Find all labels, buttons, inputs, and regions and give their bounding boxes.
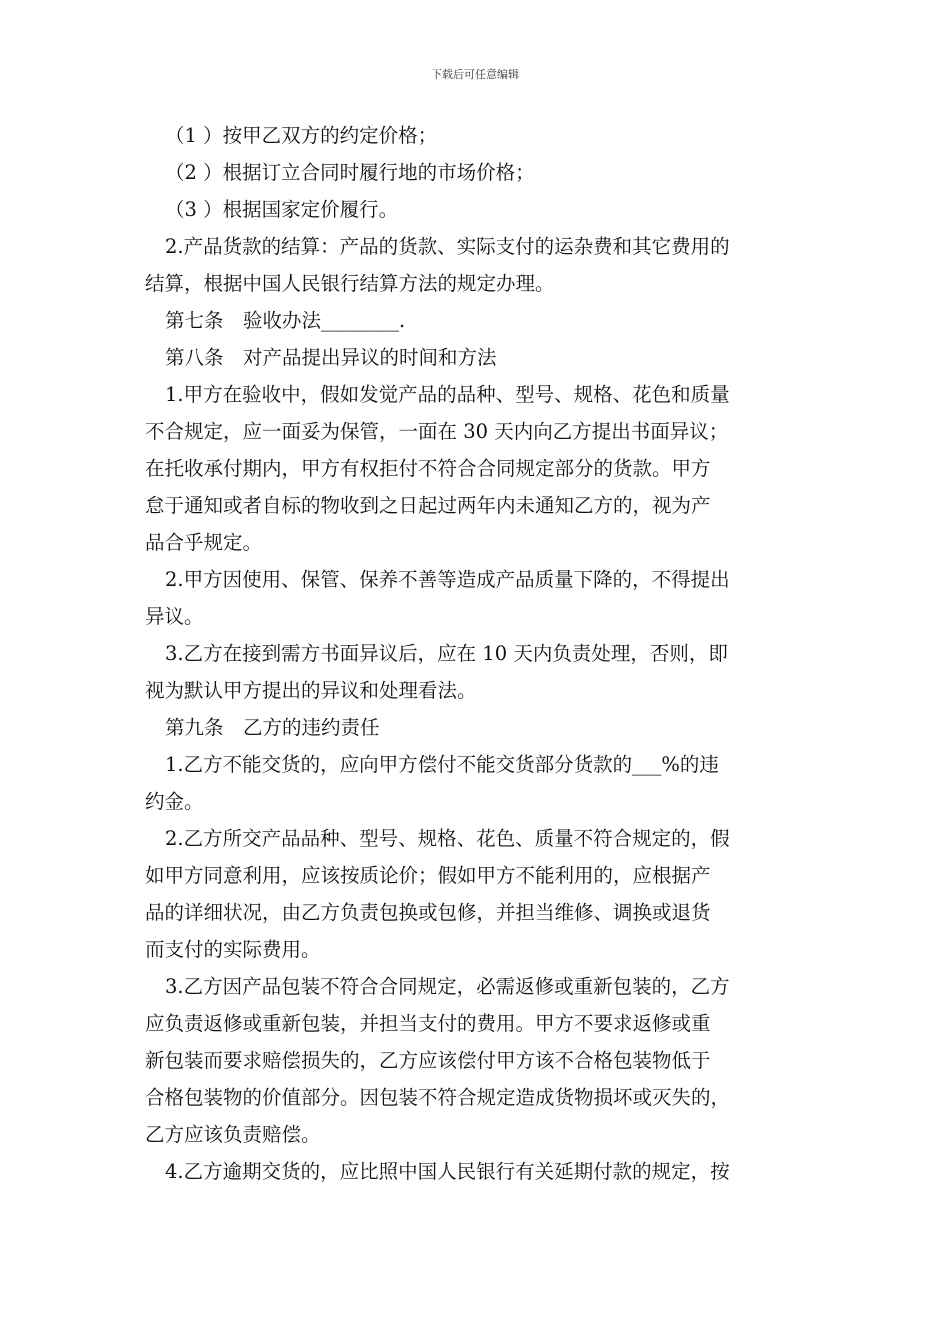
paragraph-line: （3 ）根据国家定价履行。 [165,198,399,221]
paragraph-line: 1.乙方不能交货的，应向甲方偿付不能交货部分货款的___%的违 [165,753,719,776]
paragraph-line: 不合规定，应一面妥为保管，一面在 30 天内向乙方提出书面异议； [145,420,729,443]
paragraph-line: 3.乙方在接到需方书面异议后，应在 10 天内负责处理，否则，即 [165,642,728,665]
section-heading: 第七条 验收办法________. [165,309,406,332]
paragraph-line: （1 ）按甲乙双方的约定价格； [165,124,438,147]
paragraph-line: 视为默认甲方提出的异议和处理看法。 [145,679,477,702]
page-header: 下载后可任意编辑 [431,68,519,81]
paragraph-line: 2.乙方所交产品品种、型号、规格、花色、质量不符合规定的，假 [165,827,730,850]
paragraph-line: 如甲方同意利用，应该按质论价；假如甲方不能利用的，应根据产 [145,864,711,887]
paragraph-line: 4.乙方逾期交货的，应比照中国人民银行有关延期付款的规定，按 [165,1160,730,1183]
paragraph-line: 异议。 [145,605,204,628]
paragraph-line: 怠于通知或者自标的物收到之日起过两年内未通知乙方的，视为产 [145,494,711,517]
paragraph-line: 在托收承付期内，甲方有权拒付不符合合同规定部分的货款。甲方 [145,457,711,480]
paragraph-line: 而支付的实际费用。 [145,938,321,961]
paragraph-line: 品合乎规定。 [145,531,263,554]
paragraph-line: 2.产品货款的结算：产品的货款、实际支付的运杂费和其它费用的 [165,235,730,258]
paragraph-line: 3.乙方因产品包装不符合合同规定，必需返修或重新包装的，乙方 [165,975,730,998]
paragraph-line: 品的详细状况，由乙方负责包换或包修，并担当维修、调换或退货 [145,901,711,924]
paragraph-line: 合格包装物的价值部分。因包装不符合规定造成货物损坏或灭失的， [145,1086,731,1109]
paragraph-line: 1.甲方在验收中，假如发觉产品的品种、型号、规格、花色和质量 [165,383,730,406]
paragraph-line: 乙方应该负责赔偿。 [145,1123,321,1146]
contract-body [145,117,807,1190]
paragraph-line: （2 ）根据订立合同时履行地的市场价格； [165,161,535,184]
paragraph-line: 新包装而要求赔偿损失的，乙方应该偿付甲方该不合格包装物低于 [145,1049,711,1072]
section-heading: 第九条 乙方的违约责任 [165,716,380,739]
paragraph-line: 应负责返修或重新包装，并担当支付的费用。甲方不要求返修或重 [145,1012,711,1035]
section-heading: 第八条 对产品提出异议的时间和方法 [165,346,497,369]
paragraph-line: 结算，根据中国人民银行结算方法的规定办理。 [145,272,555,295]
paragraph-line: 约金。 [145,790,204,813]
paragraph-line: 2.甲方因使用、保管、保养不善等造成产品质量下降的，不得提出 [165,568,730,591]
